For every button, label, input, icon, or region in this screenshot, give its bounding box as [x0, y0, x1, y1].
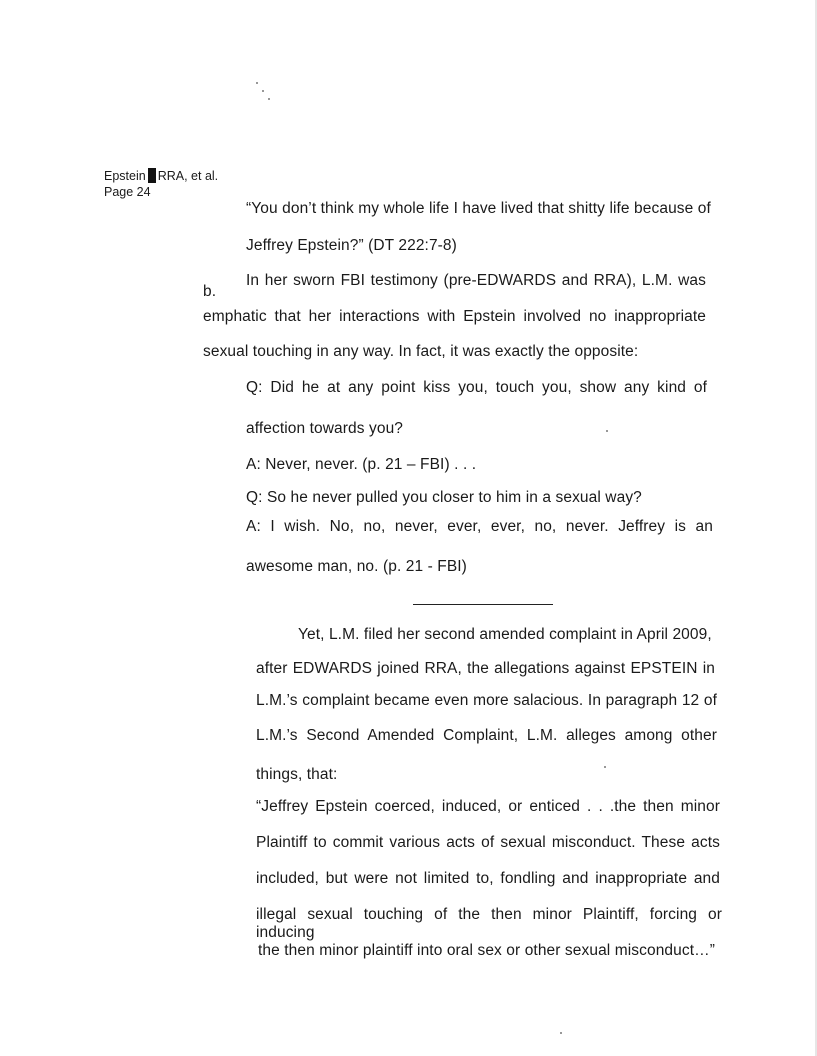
quote-bottom-line-4: illegal sexual touching of the then minor Plaintiff, forcing or inducing: [256, 906, 722, 941]
qa-a2-line-2: awesome man, no. (p. 21 - FBI): [246, 558, 467, 575]
qa-a1: A: Never, never. (p. 21 – FBI) . . .: [246, 456, 477, 473]
scan-speck: [560, 1032, 562, 1034]
item-b-line-3: sexual touching in any way. In fact, it was exactly the opposite:: [203, 343, 639, 360]
qa-q1-line-2: affection towards you?: [246, 420, 404, 437]
quote-bottom-line-1: “Jeffrey Epstein coerced, induced, or enticed . . .the then minor: [256, 798, 720, 815]
paragraph-line-2: after EDWARDS joined RRA, the allegations against EPSTEIN in: [256, 660, 715, 677]
item-b-line-1: In her sworn FBI testimony (pre-EDWARDS and RRA), L.M. was: [246, 272, 706, 289]
scan-speck: [262, 90, 264, 92]
case-header: [104, 168, 218, 200]
qa-a2-line-1: A: I wish. No, no, never, ever, ever, no, never. Jeffrey is an: [246, 518, 713, 535]
paragraph-line-5: things, that:: [256, 766, 338, 783]
paragraph-line-4: L.M.’s Second Amended Complaint, L.M. alleges among other: [256, 727, 717, 744]
scan-speck: [606, 430, 608, 432]
page-number: Page 24: [104, 185, 151, 199]
quote-top-line-1: “You don’t think my whole life I have lived that shitty life because of: [246, 200, 711, 217]
scan-speck: [604, 766, 606, 768]
case-caption: [104, 168, 218, 184]
quote-bottom-line-2: Plaintiff to commit various acts of sexual misconduct. These acts: [256, 834, 720, 851]
item-b-line-2: emphatic that her interactions with Epstein involved no inappropriate: [203, 308, 706, 325]
qa-q1-line-1: Q: Did he at any point kiss you, touch you, show any kind of: [246, 379, 707, 396]
scan-speck: [256, 82, 258, 84]
quote-bottom-line-3: included, but were not limited to, fondling and inappropriate and: [256, 870, 720, 887]
case-caption-left: Epstein: [104, 169, 146, 183]
qa-q2: Q: So he never pulled you closer to him in a sexual way?: [246, 489, 642, 506]
case-caption-right: RRA, et al.: [157, 169, 219, 183]
redaction-bar: [148, 168, 156, 183]
quote-bottom-line-5: the then minor plaintiff into oral sex or other sexual misconduct…”: [258, 942, 715, 959]
paragraph-line-1: Yet, L.M. filed her second amended complaint in April 2009,: [298, 626, 712, 643]
item-b-label: b.: [203, 283, 217, 300]
section-divider: [413, 604, 553, 605]
quote-top-line-2: Jeffrey Epstein?” (DT 222:7-8): [246, 237, 457, 254]
paragraph-line-3: L.M.’s complaint became even more salacious. In paragraph 12 of: [256, 692, 717, 709]
scan-speck: [268, 98, 270, 100]
